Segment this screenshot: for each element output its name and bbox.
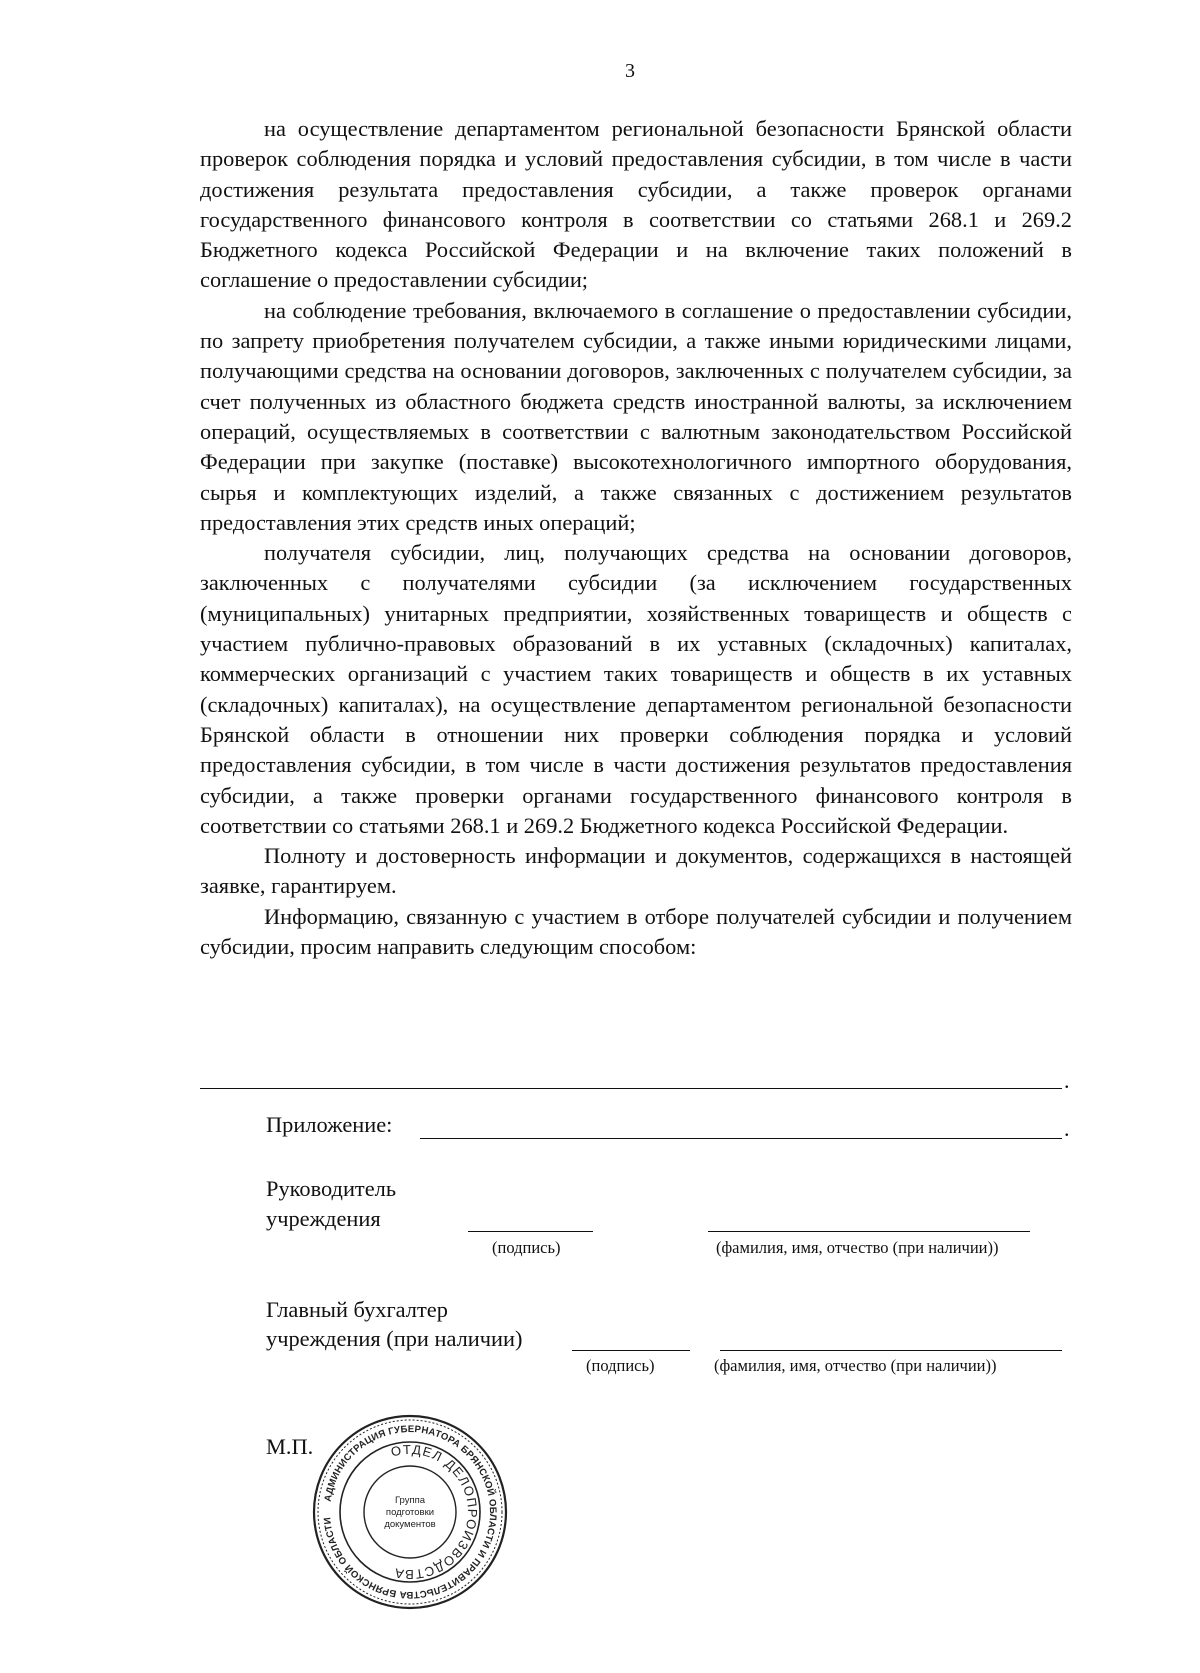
attachment-line	[420, 1138, 1062, 1139]
delivery-method-line	[200, 1088, 1062, 1089]
head-signature-caption: (подпись)	[492, 1238, 561, 1257]
seal-center-line2: подготовки	[385, 1507, 435, 1518]
head-name-caption: (фамилия, имя, отчество (при наличии))	[716, 1238, 999, 1257]
attachment-dot: .	[1064, 1116, 1070, 1141]
seal-place-label: М.П.	[266, 1434, 314, 1459]
head-label-line2: учреждения	[266, 1206, 381, 1231]
accountant-label-line1: Главный бухгалтер	[266, 1297, 448, 1322]
seal-inner-text: ОТДЕЛ ДЕЛОПРОИЗВОДСТВА	[389, 1441, 481, 1583]
attachment-label: Приложение:	[266, 1112, 393, 1137]
page-number: 3	[625, 60, 635, 82]
official-seal	[310, 1412, 510, 1612]
accountant-name-line	[720, 1350, 1062, 1351]
delivery-method-dot: .	[1064, 1068, 1070, 1093]
accountant-label-line2: учреждения (при наличии)	[266, 1326, 523, 1351]
seal-center-line3: документов	[384, 1519, 436, 1530]
seal-graphic	[310, 1412, 510, 1612]
accountant-name-caption: (фамилия, имя, отчество (при наличии))	[714, 1356, 997, 1375]
seal-outer-text: АДМИНИСТРАЦИЯ ГУБЕРНАТОРА БРЯНСКОЙ ОБЛАСТИ И ПРАВИТЕЛЬСТВА БРЯНСКОЙ ОБЛАСТИ	[322, 1423, 499, 1601]
seal-center-line1: Группа	[394, 1495, 426, 1506]
paragraph-delivery-method: Информацию, связанную с участием в отборе получателей субсидии и получением субсидии, просим направить следующим способом:	[200, 903, 1072, 960]
head-label-line1: Руководитель	[266, 1176, 397, 1201]
paragraph-recipients-consent: получателя субсидии, лиц, получающих средства на основании договоров, заключенных с получателями субсидии (за исключением государственных (муниципальных) унитарных предприятии, хозяйственных товариществ и обществ с участием публично-правовых образований в их уставных (складочных) капиталах, коммерческих организаций с участием таких товариществ и обществ в их уставных (складочных) капиталах), на осуществление департаментом региональной безопасности Брянской области в отношении них проверки соблюдения порядка и условий предоставления субсидии, в том числе в части достижения результатов предоставления субсидии, а также проверки органами государственного финансового контроля в соответствии со статьями 268.1 и 269.2 Бюджетного кодекса Российской Федерации.	[200, 540, 1072, 838]
head-signature-line	[468, 1231, 593, 1232]
accountant-signature-caption: (подпись)	[586, 1356, 655, 1375]
paragraph-guarantee: Полноту и достоверность информации и документов, содержащихся в настоящей заявке, гарантируем.	[200, 843, 1072, 899]
document-body	[200, 114, 1072, 962]
paragraph-foreign-currency: на соблюдение требования, включаемого в соглашение о предоставлении субсидии, по запрету приобретения получателем субсидии, а также иными юридическими лицами, получающими средства на основании договоров, заключенных с получателем субсидии, за счет полученных из областного бюджета средств иностранной валюты, за исключением операций, осуществляемых в соответствии с валютным законодательством Российской Федерации при закупке (поставке) высокотехнологичного импортного оборудования, сырья и комплектующих изделий, а также связанных с достижением результатов предоставления этих средств иных операций;	[200, 297, 1072, 535]
paragraph-consent-checks: на осуществление департаментом региональной безопасности Брянской области проверок соблюдения порядка и условий предоставления субсидии, в том числе в части достижения результата предоставления субсидии, а также проверок органами государственного финансового контроля в соответствии со статьями 268.1 и 269.2 Бюджетного кодекса Российской Федерации и на включение таких положений в соглашение о предоставлении субсидии;	[200, 116, 1072, 293]
accountant-signature-line	[572, 1350, 690, 1351]
head-name-line	[708, 1231, 1030, 1232]
